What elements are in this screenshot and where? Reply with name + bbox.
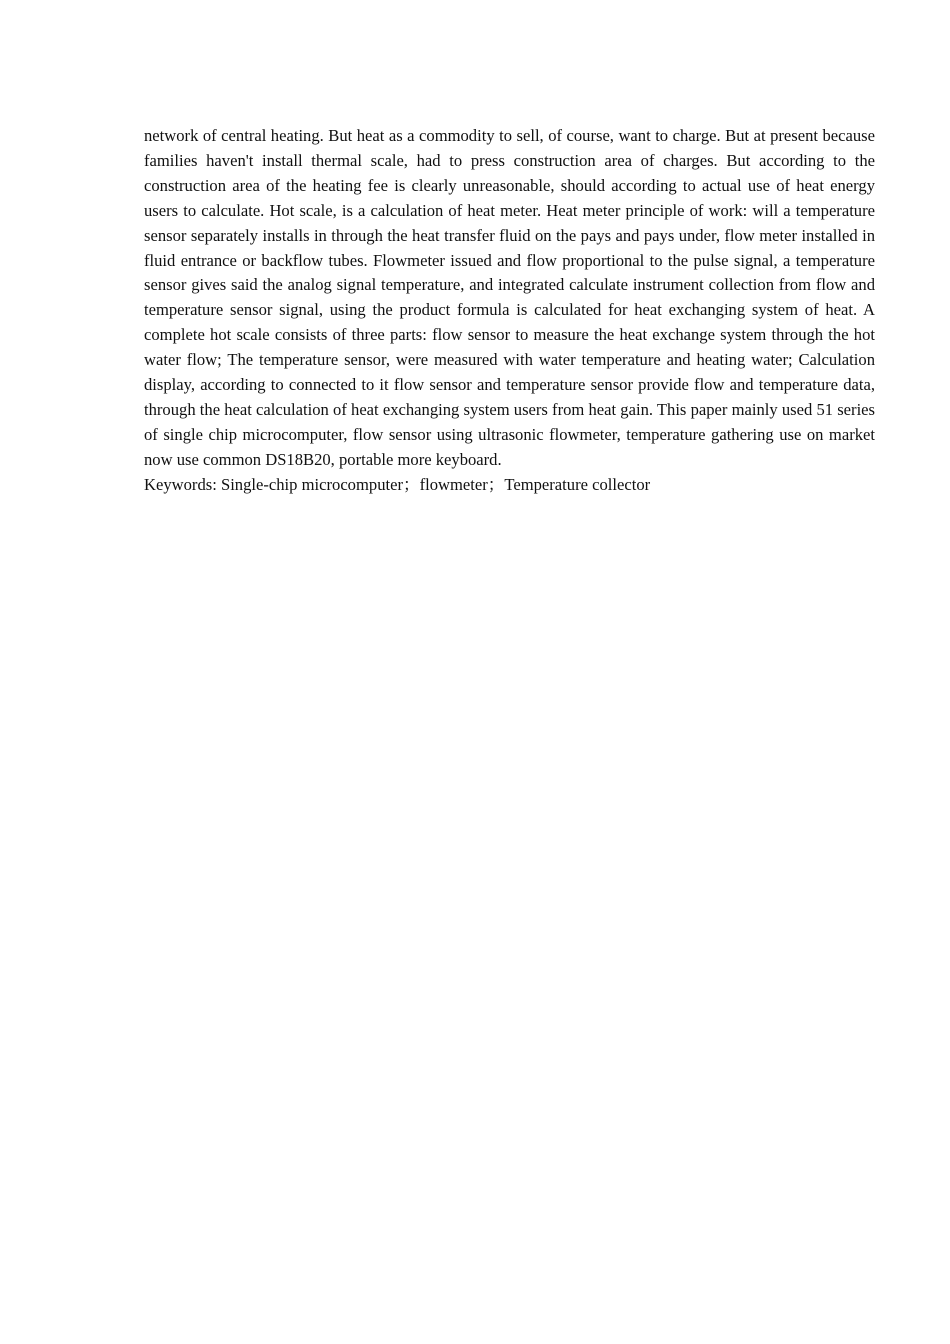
abstract-section (144, 124, 875, 498)
keywords-line: Keywords: Single-chip microcomputer；flowmeter；Temperature collector (144, 474, 651, 494)
abstract-paragraph: network of central heating. But heat as a commodity to sell, of course, want to charge. But at present because families haven't install thermal scale, had to press construction area of charges. But according to the construction area of the heating fee is clearly unreasonable, should according to actual use of heat energy users to calculate. Hot scale, is a calculation of heat meter. Heat meter principle of work: will a temperature sensor separately installs in through the heat transfer fluid on the pays and pays under, flow meter installed in fluid entrance or backflow tubes. Flowmeter issued and flow proportional to the pulse signal, a temperature sensor gives said the analog signal temperature, and integrated calculate instrument collection from flow and temperature sensor signal, using the product formula is calculated for heat exchanging system of heat. A complete hot scale consists of three parts: flow sensor to measure the heat exchange system through the hot water flow; The temperature sensor, were measured with water temperature and heating water; Calculation display, according to connected to it flow sensor and temperature sensor provide flow and temperature data, through the heat calculation of heat exchanging system users from heat gain. This paper mainly used 51 series of single chip microcomputer, flow sensor using ultrasonic flowmeter, temperature gathering use on market now use common DS18B20, portable more keyboard. (144, 126, 875, 469)
